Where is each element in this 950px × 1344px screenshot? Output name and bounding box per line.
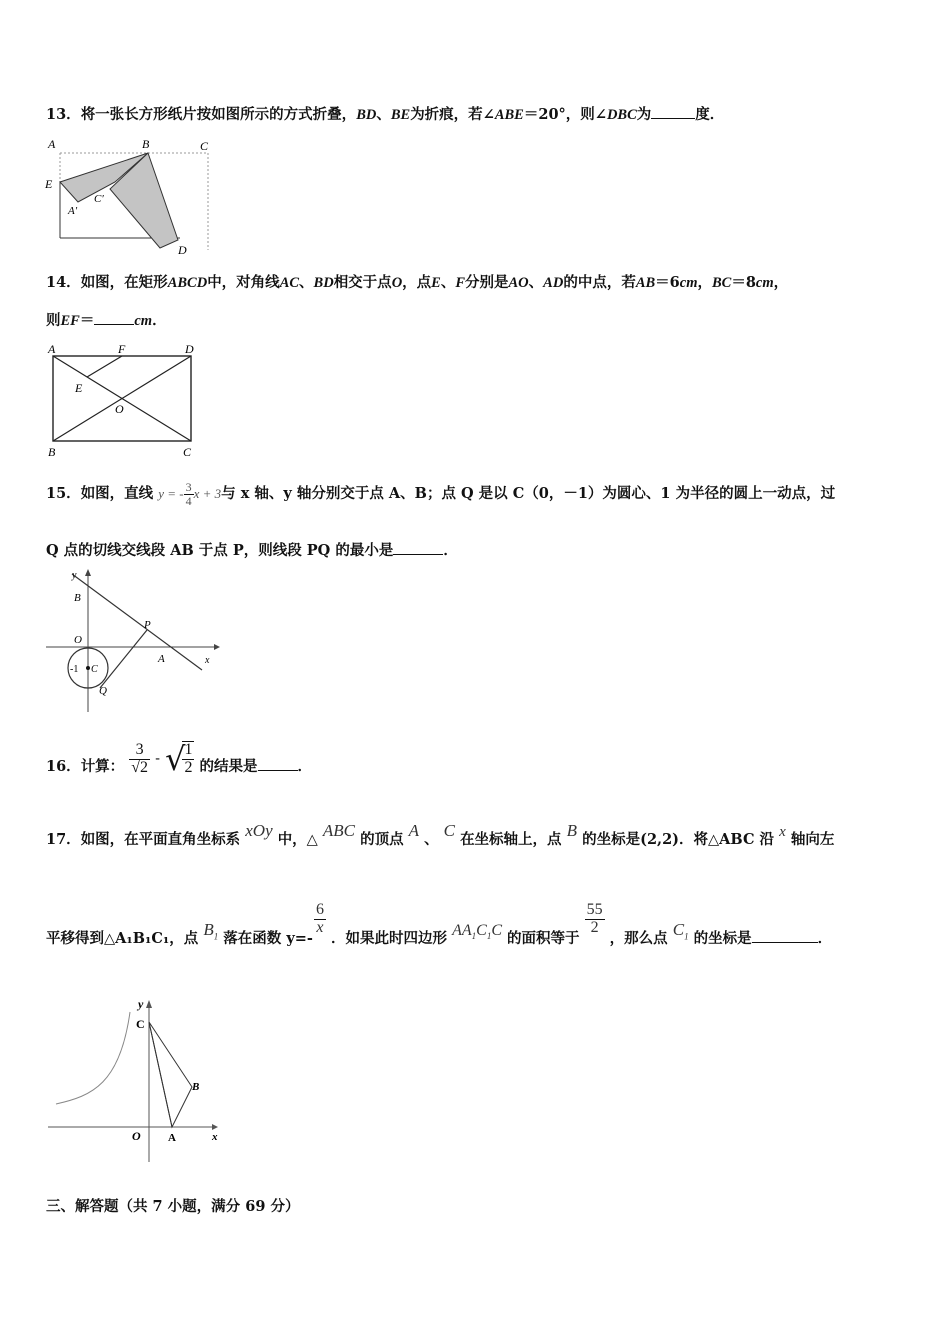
fig-label: Q <box>99 685 107 697</box>
fig-label: C <box>91 664 98 675</box>
fig-label: E <box>45 177 53 191</box>
fig-label: C <box>200 139 209 153</box>
fig-label: A <box>158 653 165 665</box>
section-heading: 三、解答题（共 7 小题，满分 69 分） <box>46 1198 300 1215</box>
answer-blank[interactable] <box>752 928 818 943</box>
fraction: $\frac{1}{2}$ <box>184 741 193 776</box>
fig-label: C <box>183 445 192 459</box>
fig-label: y <box>138 997 144 1011</box>
q15-text-line2: Q 点的切线交线段 AB 于点 P，则线段 PQ 的最小是 ． <box>46 542 458 559</box>
fig-label: E <box>75 381 83 395</box>
fig-label: A <box>48 342 56 356</box>
fig-label: O <box>132 1129 141 1143</box>
fig-label: A <box>48 137 56 151</box>
fig-label: y <box>72 570 77 581</box>
fig-label: C <box>136 1017 145 1031</box>
fig-label: D <box>178 243 187 257</box>
q17-text-line1: 17．如图，在平面直角坐标系 xOy 中，△ ABC 的顶点 A 、 C 在坐标轴上，点 B 的坐标是(2,2)．将△ABC 沿 x 轴向左 <box>46 821 835 848</box>
answer-blank[interactable] <box>94 310 134 325</box>
fig-label: P <box>144 619 151 631</box>
fig-label: D <box>185 342 194 356</box>
fig-label: B <box>48 445 56 459</box>
fig-label: B <box>142 137 150 151</box>
fig-label: B <box>74 592 81 604</box>
q15-text-line1: 15．如图，直线 y = - $\frac{3}{4}$ x + 3与 x 轴、y 轴分别交于点 A、B；点 Q 是以 C（0，－1）为圆心、1 为半径的圆上一动点，过 <box>46 480 836 508</box>
q14-text-line2: 则EF＝ cm． <box>46 312 167 329</box>
fig-label: x <box>212 1131 218 1143</box>
fig-label: x <box>205 655 210 666</box>
fraction: $\frac{3}{√2}$ <box>131 740 149 776</box>
fraction: $\frac{6}{x}$ <box>315 901 324 936</box>
fig-label: F <box>118 342 126 356</box>
fig-label: A <box>168 1132 176 1144</box>
q17-graph-figure <box>42 992 228 1164</box>
q17-text-line2: 平移得到△A₁B₁C₁，点 $B_1$ 落在函数 y=- $\frac{6}{x}$ ．如果此时四边形 $AA_1C_1C$ 的面积等于 $\frac{55}{2}$ ，那么点 $C_1$ 的坐标是 ． <box>46 901 833 948</box>
fig-label: B <box>192 1081 200 1093</box>
fig-label: O <box>74 634 82 646</box>
fig-label: -1 <box>70 664 79 675</box>
q14-text-line1: 14．如图，在矩形ABCD中，对角线AC、BD相交于点O，点E、F分别是AO、AD的中点，若AB＝6cm，BC＝8cm， <box>46 274 789 291</box>
fraction: $\frac{55}{2}$ <box>586 901 603 936</box>
answer-blank[interactable] <box>651 104 695 119</box>
q14-rectangle-figure <box>44 340 204 462</box>
fraction: $\frac{3}{4}$ <box>185 480 192 508</box>
fig-label: A′ <box>68 205 78 217</box>
fig-label: C′ <box>94 193 104 205</box>
q16-text: 16．计算： $\frac{3}{√2}$ - √ $\frac{1}{2}$ 的结果是 ． <box>46 740 313 778</box>
q13-fold-figure <box>40 134 220 258</box>
q15-graph-figure <box>42 566 222 714</box>
fig-label: O <box>115 402 124 416</box>
answer-blank[interactable] <box>258 756 298 771</box>
q13-text: 13．将一张长方形纸片按如图所示的方式折叠，BD、BE为折痕，若∠ABE＝20°，则∠DBC为 度． <box>46 106 725 123</box>
answer-blank[interactable] <box>393 540 443 555</box>
